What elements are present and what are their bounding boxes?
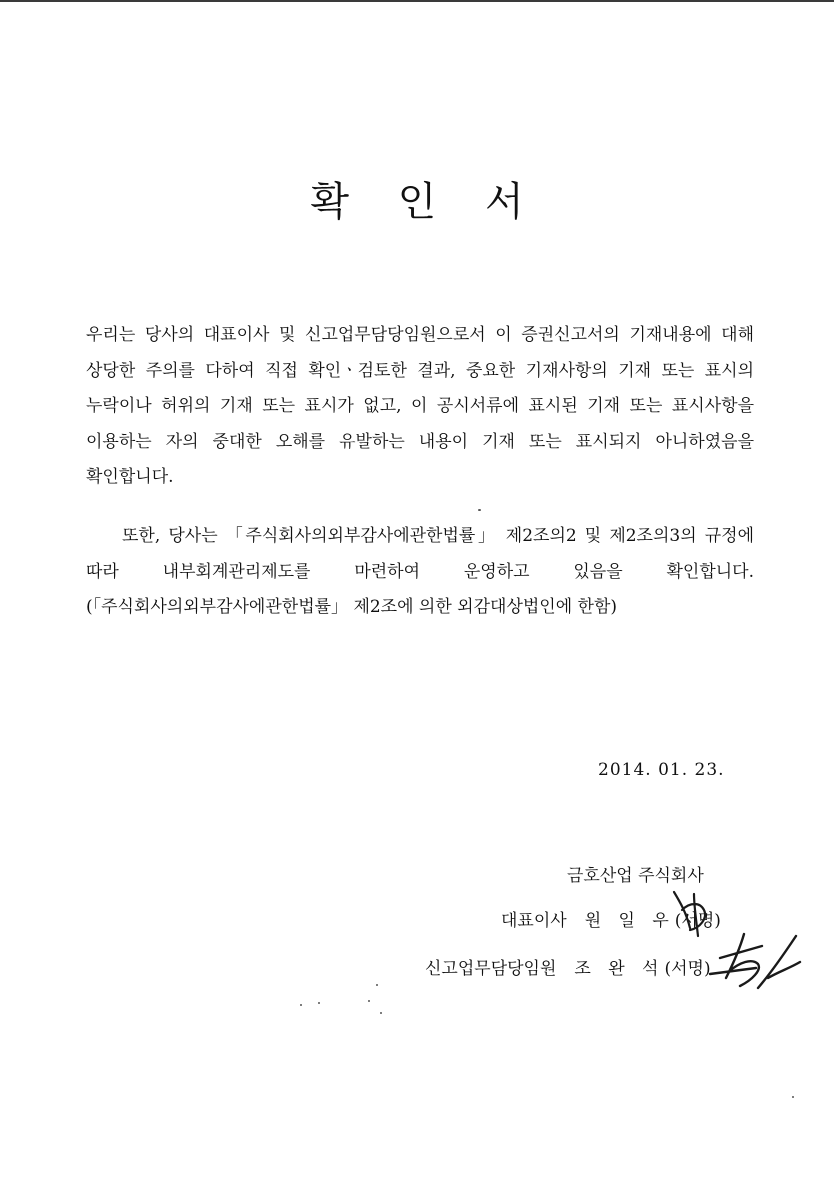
scan-speck [376,984,378,986]
scan-speck [478,509,481,511]
scan-speck [792,1096,794,1098]
document-title: 확 인 서 [310,179,542,225]
signatory-officer [425,954,711,979]
scan-speck [380,1012,382,1014]
signatory-role: 대표이사 [501,911,567,931]
signatory-ceo [501,906,721,931]
signatory-name: 조 완 석 [574,959,665,979]
signatory-role: 신고업무담당임원 [425,959,557,979]
scan-speck [300,1004,302,1006]
scan-speck [318,1002,320,1004]
signatory-name: 원 일 우 [584,911,675,931]
signature-mark-label: (서명) [664,959,711,979]
signature-mark-label: (서명) [674,911,721,931]
document-date: 2014. 01. 23. [598,760,725,780]
scan-speck [368,1000,370,1002]
paragraph-confirmation: 우리는 당사의 대표이사 및 신고업무담당임원으로서 이 증권신고서의 기재내용에 대해 상당한 주의를 다하여 직접 확인ㆍ검토한 결과, 중요한 기재사항의 기재 또는 표시의 누락이나 허위의 기재 또는 표시가 없고, 이 공시서류에 표시된 기재 또는 표시사항을 이용하는 자의 중대한 오해를 유발하는 내용이 기재 또는 표시되지 아니하였음을 확인합니다. [86,325,754,487]
top-border [0,0,834,2]
handwritten-signature-officer [700,928,810,998]
company-name: 금호산업 주식회사 [567,866,704,886]
paragraph-internal-control: 또한, 당사는 「주식회사의외부감사에관한법률」 제2조의2 및 제2조의3의 규정에 따라 내부회계관리제도를 마련하여 운영하고 있음을 확인합니다.(「주식회사의외부감사에관한법률」 제2조에 의한 외감대상법인에 한함) [86,526,754,617]
